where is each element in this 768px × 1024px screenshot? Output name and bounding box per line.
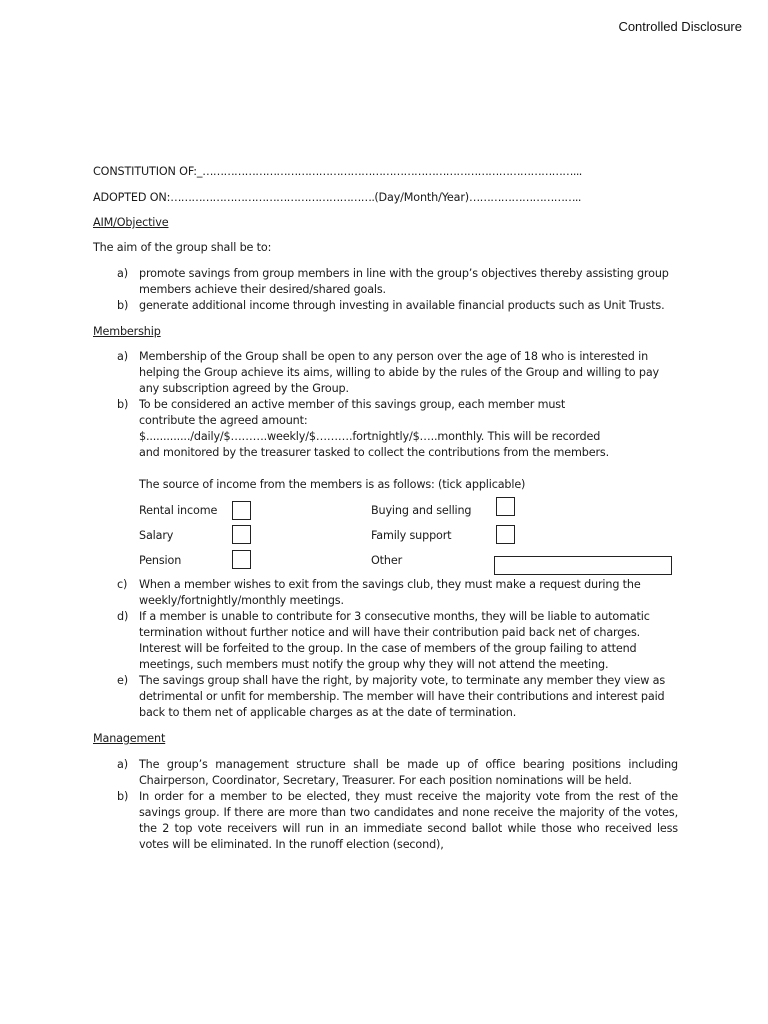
- list-item-text: The savings group shall have the right, by majority vote, to terminate any member they view as detrimental or unfit for membership. The member will have their contributions and interest paid back to them net of applicable charges as at the date of termination.: [139, 674, 665, 719]
- list-marker: a): [117, 267, 128, 280]
- list-item-text: When a member wishes to exit from the savings club, they must make a request during the weekly/fortnightly/monthly meetings.: [139, 578, 641, 607]
- income-source-intro: The source of income from the members is as follows: (tick applicable): [139, 478, 526, 491]
- membership-list-continued: [93, 577, 678, 721]
- list-item: [93, 397, 678, 461]
- buying-selling-label: Buying and selling: [371, 504, 472, 517]
- list-item: [93, 757, 678, 789]
- constitution-document: [93, 164, 678, 853]
- constitution-of-field[interactable]: ……………………………………………………………………………………………...: [202, 165, 582, 178]
- list-item: [93, 298, 678, 314]
- list-item-text: In order for a member to be elected, they must receive the majority vote from the rest of the savings group. If there are more than two candidates and none receive the majority of the votes, the 2 top vote receivers will run in an immediate second ballot while those who received less votes will be eliminated. In the runoff election (second),: [139, 790, 678, 851]
- family-support-checkbox[interactable]: [496, 525, 515, 544]
- adopted-on-date-format: (Day/Month/Year): [374, 191, 470, 204]
- list-item: [93, 609, 678, 673]
- list-marker: a): [117, 350, 128, 363]
- other-income-field[interactable]: [494, 556, 672, 575]
- pension-checkbox[interactable]: [232, 550, 251, 569]
- list-item: [93, 789, 678, 853]
- list-item: [93, 266, 678, 298]
- list-item-text: generate additional income through investing in available financial products such as Unit Trusts.: [139, 299, 665, 312]
- list-marker: b): [117, 790, 129, 803]
- buying-selling-checkbox[interactable]: [496, 497, 515, 516]
- list-marker: b): [117, 299, 129, 312]
- list-item-text: If a member is unable to contribute for 3 consecutive months, they will be liable to automatic termination without further notice and will have their contribution paid back net of charges. Interest will be forfeited to the group. In the case of members of the group failing to attend meetings, such members must notify the group why they will not attend the meeting.: [139, 610, 650, 671]
- rental-income-checkbox[interactable]: [232, 501, 251, 520]
- aim-list: [93, 266, 678, 314]
- salary-label: Salary: [139, 529, 174, 542]
- adopted-on-field[interactable]: ………………………………………………….: [170, 191, 375, 204]
- list-item: [93, 673, 678, 721]
- management-heading: Management: [93, 732, 166, 745]
- list-item-text: Membership of the Group shall be open to any person over the age of 18 who is interested in helping the Group achieve its aims, willing to abide by the rules of the Group and willing to pay any subscription agreed by the Group.: [139, 350, 660, 395]
- list-marker: c): [117, 578, 128, 591]
- adopted-on-label: ADOPTED ON:: [93, 191, 171, 204]
- membership-heading: Membership: [93, 325, 161, 338]
- income-source-options: [139, 501, 678, 567]
- list-item-text: To be considered an active member of this savings group, each member must: [139, 398, 566, 411]
- list-marker: a): [117, 758, 128, 771]
- list-marker: b): [117, 398, 129, 411]
- management-list: [93, 757, 678, 853]
- adopted-on-field-2[interactable]: …………………………..: [469, 191, 581, 204]
- membership-list: [93, 349, 678, 461]
- list-item-text: The group’s management structure shall be made up of office bearing positions including Chairperson, Coordinator, Secretary, Treasurer. For each position nominations will be held.: [139, 758, 678, 787]
- salary-checkbox[interactable]: [232, 525, 251, 544]
- aim-intro: The aim of the group shall be to:: [93, 241, 272, 254]
- aim-heading: AIM/Objective: [93, 216, 169, 229]
- constitution-of-label: CONSTITUTION OF:_: [93, 165, 203, 178]
- list-item-text: and monitored by the treasurer tasked to collect the contributions from the members.: [139, 446, 609, 459]
- other-label: Other: [371, 554, 403, 567]
- constitution-of-line: [93, 164, 678, 180]
- list-item-text: contribute the agreed amount:: [139, 414, 308, 427]
- rental-income-label: Rental income: [139, 504, 218, 517]
- list-marker: d): [117, 610, 129, 623]
- pension-label: Pension: [139, 554, 182, 567]
- list-item-text: promote savings from group members in line with the group’s objectives thereby assisting group members achieve their desired/shared goals.: [139, 267, 669, 296]
- list-item: [93, 577, 678, 609]
- contribution-amounts: $............./daily/$……….weekly/$……….fortnightly/$…..monthly. This will be recorded: [139, 430, 601, 443]
- list-marker: e): [117, 674, 128, 687]
- document-classification: Controlled Disclosure: [618, 19, 742, 34]
- family-support-label: Family support: [371, 529, 452, 542]
- list-item: [93, 349, 678, 397]
- adopted-on-line: [93, 190, 678, 206]
